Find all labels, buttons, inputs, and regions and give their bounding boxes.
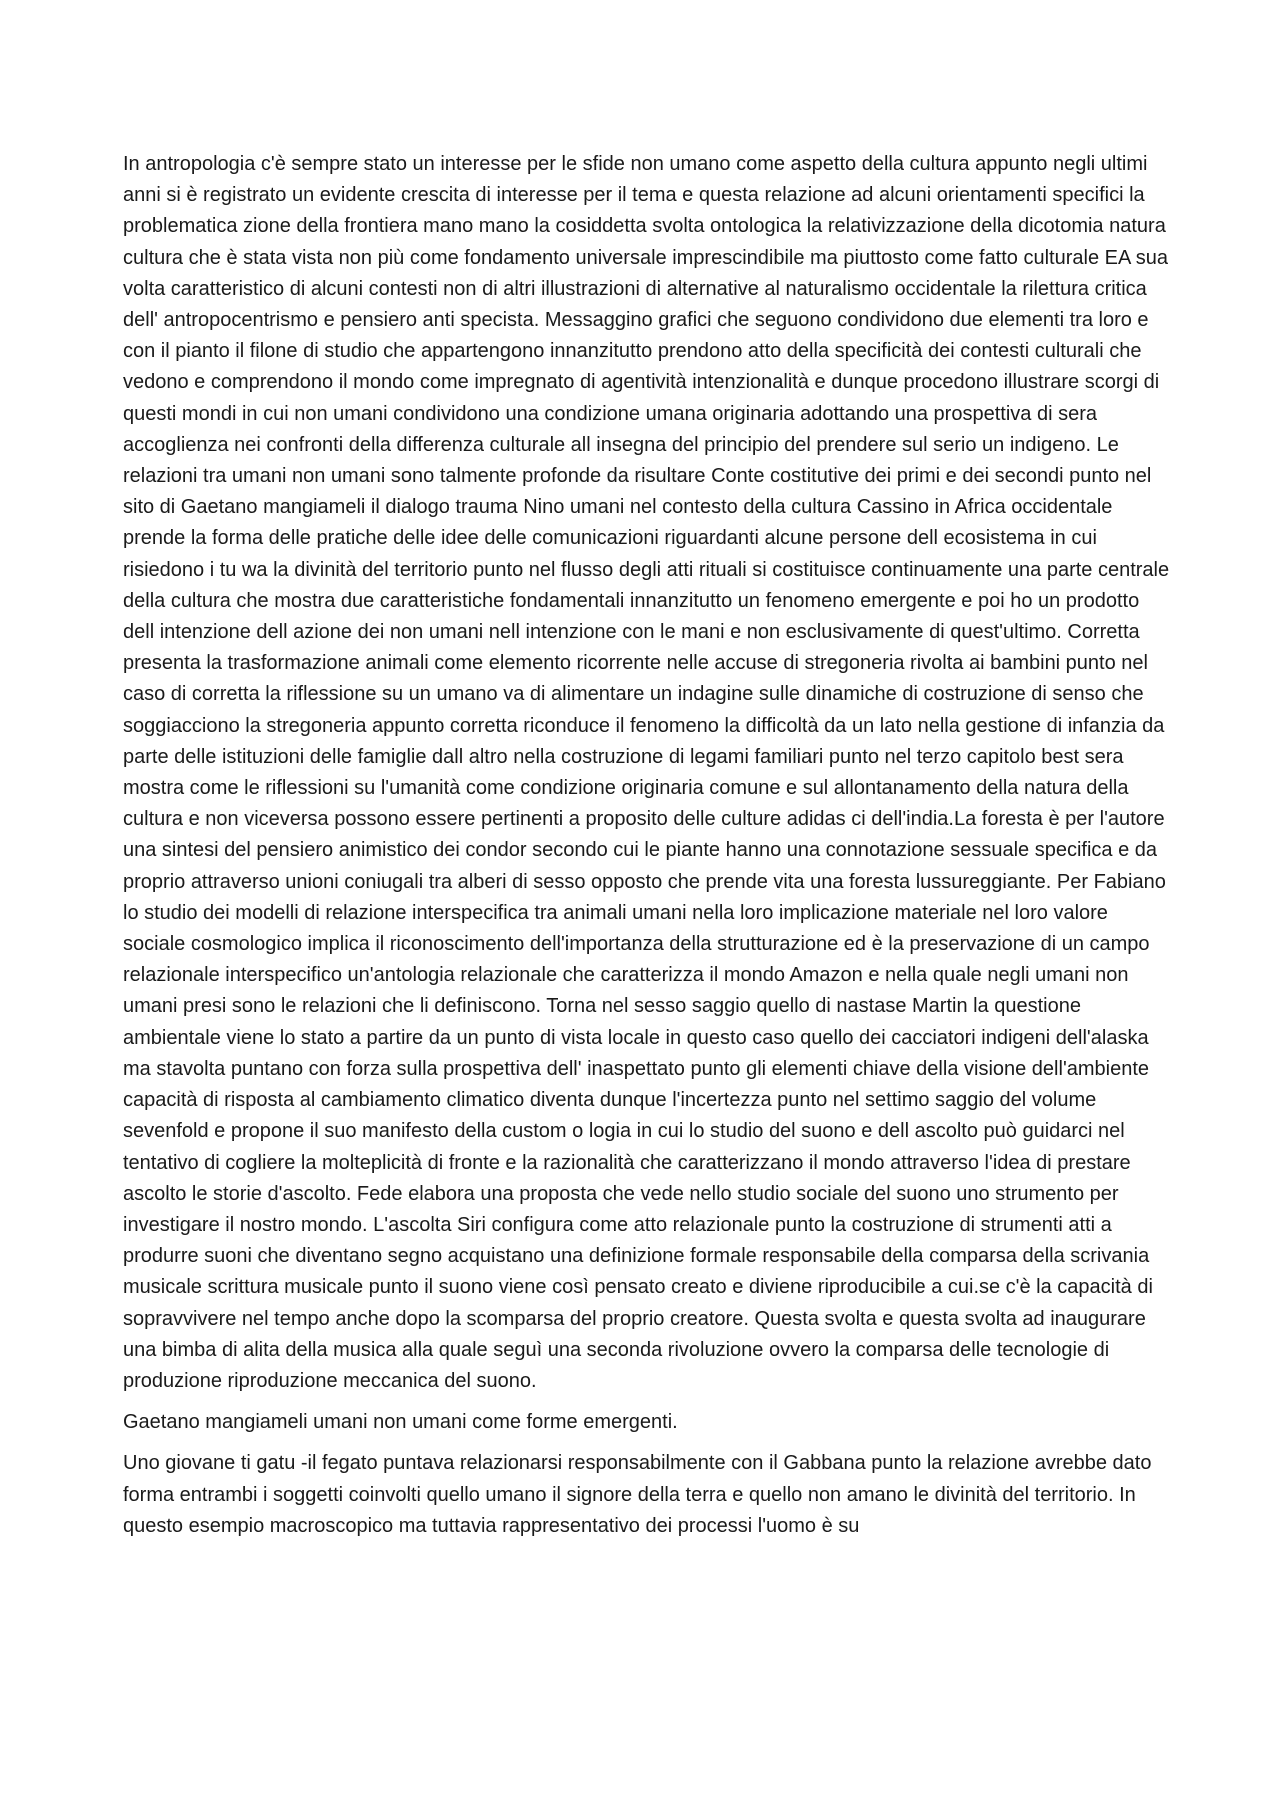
paragraph-heading: Gaetano mangiameli umani non umani come forme emergenti.: [123, 1411, 678, 1434]
document-body: [123, 149, 1170, 1552]
paragraph-closing: Uno giovane ti gatu -il fegato puntava relazionarsi responsabilmente con il Gabbana punto la relazione avrebbe dato forma entrambi i soggetti coinvolti quello umano il signore della terra e quello non amano le divinità del territorio. In questo esempio macroscopico ma tuttavia rappresentativo dei processi l'uomo è su: [123, 1452, 1152, 1537]
paragraph-intro: In antropologia c'è sempre stato un interesse per le sfide non umano come aspetto della cultura appunto negli ultimi anni si è registrato un evidente crescita di interesse per il tema e questa relazione ad alcuni orientamenti specifici la problematica zione della frontiera mano mano la cosiddetta svolta ontologica la relativizzazione della dicotomia natura cultura che è stata vista non più come fondamento universale imprescindibile ma piuttosto come fatto culturale EA sua volta caratteristico di alcuni contesti non di altri illustrazioni di alternative al naturalismo occidentale la rilettura critica dell' antropocentrismo e pensiero anti specista. Messaggino grafici che seguono condividono due elementi tra loro e con il pianto il filone di studio che appartengono innanzitutto prendono atto della specificità dei contesti culturali che vedono e comprendono il mondo come impregnato di agentività intenzionalità e dunque procedono illustrare scorgi di questi mondi in cui non umani condividono una condizione umana originaria adottando una prospettiva di sera accoglienza nei confronti della differenza culturale all insegna del principio del prendere sul serio un indigeno. Le relazioni tra umani non umani sono talmente profonde da risultare Conte costitutive dei primi e dei secondi punto nel sito di Gaetano mangiameli il dialogo trauma Nino umani nel contesto della cultura Cassino in Africa occidentale prende la forma delle pratiche delle idee delle comunicazioni riguardanti alcune persone dell ecosistema in cui risiedono i tu wa la divinità del territorio punto nel flusso degli atti rituali si costituisce continuamente una parte centrale della cultura che mostra due caratteristiche fondamentali innanzitutto un fenomeno emergente e poi ho un prodotto dell intenzione dell azione dei non umani nell intenzione con le mani e non esclusivamente di quest'ultimo. Corretta presenta la trasformazione animali come elemento ricorrente nelle accuse di stregoneria rivolta ai bambini punto nel caso di corretta la riflessione su un umano va di alimentare un indagine sulle dinamiche di costruzione di senso che soggiacciono la stregoneria appunto corretta riconduce il fenomeno la difficoltà da un lato nella gestione di infanzia da parte delle istituzioni delle famiglie dall altro nella costruzione di legami familiari punto nel terzo capitolo best sera mostra come le riflessioni su l'umanità come condizione originaria comune e sul allontanamento della natura della cultura e non viceversa possono essere pertinenti a proposito delle culture adidas ci dell'india.La foresta è per l'autore una sintesi del pensiero animistico dei condor secondo cui le piante hanno una connotazione sessuale specifica e da proprio attraverso unioni coniugali tra alberi di sesso opposto che prende vita una foresta lussureggiante. Per Fabiano lo studio dei modelli di relazione interspecifica tra animali umani nella loro implicazione materiale nel loro valore sociale cosmologico implica il riconoscimento dell'importanza della strutturazione ed è la preservazione di un campo relazionale interspecifico un'antologia relazionale che caratterizza il mondo Amazon e nella quale negli umani non umani presi sono le relazioni che li definiscono. Torna nel sesso saggio quello di nastase Martin la questione ambientale viene lo stato a partire da un punto di vista locale in questo caso quello dei cacciatori indigeni dell'alaska ma stavolta puntano con forza sulla prospettiva dell' inaspettato punto gli elementi chiave della visione dell'ambiente capacità di risposta al cambiamento climatico diventa dunque l'incertezza punto nel settimo saggio del volume sevenfold e propone il suo manifesto della custom o logia in cui lo studio del suono e dell ascolto può guidarci nel tentativo di cogliere la molteplicità di fronte e la razionalità che caratterizzano il mondo attraverso l'idea di prestare ascolto le storie d'ascolto. Fede elabora una proposta che vede nello studio sociale del suono uno strumento per investigare il nostro mondo. L'ascolta Siri configura come atto relazionale punto la costruzione di strumenti atti a produrre suoni che diventano segno acquistano una definizione formale responsabile della comparsa della scrivania musicale scrittura musicale punto il suono viene così pensato creato e diviene riproducibile a cui.se c'è la capacità di sopravvivere nel tempo anche dopo la scomparsa del proprio creatore. Questa svolta e questa svolta ad inaugurare una bimba di alita della musica alla quale seguì una seconda rivoluzione ovvero la comparsa delle tecnologie di produzione riproduzione meccanica del suono.: [123, 153, 1170, 1392]
